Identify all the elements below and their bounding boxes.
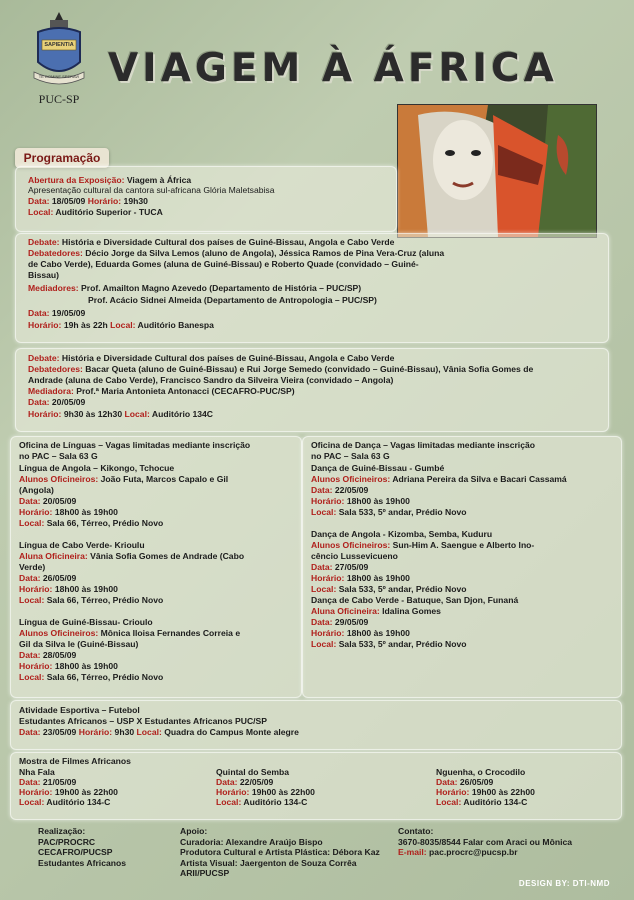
- debatedores-label: Debatedores:: [28, 364, 83, 374]
- danca-title-l1: Oficina de Dança – Vagas limitadas mediante inscrição: [311, 440, 536, 450]
- data-value: 29/05/09: [332, 617, 369, 627]
- oficineiros-value: Mônica Iloisa Fernandes Correia e: [98, 628, 241, 638]
- realizacao-item: CECAFRO/PUCSP: [38, 847, 113, 858]
- horario-value: 18h00 às 19h00: [344, 496, 410, 506]
- data-value: 22/05/09: [237, 777, 274, 787]
- horario-label: Horário:: [87, 196, 122, 206]
- page-title: VIAGEM À ÁFRICA: [108, 46, 558, 91]
- oficineiros-label: Alunos Oficineiros:: [311, 474, 391, 484]
- workshop-name: Língua de Angola – Kikongo, Tchocue: [19, 463, 175, 473]
- data-value: 23/05/09: [40, 727, 79, 737]
- data-label: Data:: [28, 397, 50, 407]
- horario-value: 19h às 22h: [61, 320, 111, 330]
- horario-label: Horário:: [19, 787, 53, 797]
- footer-contato: [398, 826, 618, 858]
- mediadora-label: Mediadora:: [28, 386, 74, 396]
- horario-value: 9h30: [112, 727, 137, 737]
- apoio-item: ARII/PUCSP: [180, 868, 230, 879]
- esporte-l1: Atividade Esportiva – Futebol: [19, 705, 140, 715]
- section-label-programacao: Programação: [15, 148, 109, 168]
- workshop-name: Dança de Cabo Verde - Batuque, San Djon, Funaná: [311, 595, 519, 605]
- local-label: Local:: [124, 409, 150, 419]
- oficineiros-label: Alunos Oficineiros:: [19, 628, 99, 638]
- data-label: Data:: [311, 485, 333, 495]
- debatedores-l2: de Cabo Verde), Eduarda Gomes (aluna de Guiné-Bissau) e Roberto Quade (convidado – Guiné-: [28, 259, 419, 269]
- data-label: Data:: [216, 777, 238, 787]
- painted-face-icon: [398, 105, 596, 237]
- contato-label: Contato:: [398, 826, 434, 836]
- film-name: Nguenha, o Crocodilo: [436, 767, 526, 777]
- debate1-box: [15, 233, 609, 343]
- horario-value: 18h00 às 19h00: [344, 573, 410, 583]
- apoio-item: Artista Visual: Jaergenton de Souza Corrêa: [180, 857, 357, 868]
- local-label: Local:: [136, 727, 162, 737]
- data-value: 20/05/09: [49, 397, 86, 407]
- oficineiros-label: Alunos Oficineiros:: [311, 540, 391, 550]
- local-label: Local:: [19, 595, 45, 605]
- filmes-box: [10, 752, 622, 820]
- local-value: Auditório 134-C: [461, 797, 528, 807]
- oficineiros-label: Aluna Oficineira:: [19, 551, 88, 561]
- horario-label: Horário:: [19, 584, 53, 594]
- local-label: Local:: [28, 207, 54, 217]
- local-label: Local:: [19, 672, 45, 682]
- local-value: Auditório 134-C: [44, 797, 111, 807]
- debate2-box: [15, 348, 609, 432]
- data-value: 27/05/09: [332, 562, 369, 572]
- apoio-item: Produtora Cultural e Artista Plástica: Débora Kaz: [180, 847, 380, 858]
- oficineiros-value-cont: Gil da Silva Ie (Guiné-Bissau): [19, 639, 139, 649]
- workshop-name: Língua de Cabo Verde- Krioulu: [19, 540, 145, 550]
- linguas-title-l2: no PAC – Sala 63 G: [19, 451, 98, 461]
- local-value: Quadra do Campus Monte alegre: [161, 727, 299, 737]
- abertura-box: [15, 166, 397, 232]
- email-value[interactable]: pac.procrc@pucsp.br: [426, 847, 518, 858]
- local-value: Auditório Banespa: [135, 320, 214, 330]
- realizacao-item: Estudantes Africanos: [38, 857, 127, 868]
- horario-value: 18h00 às 19h00: [344, 628, 410, 638]
- horario-label: Horário:: [311, 496, 345, 506]
- debatedores-l1: Décio Jorge da Silva Lemos (aluno de Angola), Jéssica Ramos de Pina Vera-Cruz (aluna: [82, 248, 445, 258]
- oficineiros-value: Vânia Sofia Gomes de Andrade (Cabo: [87, 551, 245, 561]
- horario-label: Horário:: [311, 573, 345, 583]
- local-value: Sala 533, 5º andar, Prédio Novo: [336, 639, 467, 649]
- data-label: Data:: [19, 777, 41, 787]
- contato-phone: 3670-8035/8544 Falar com Araci ou Mônica: [398, 836, 573, 847]
- oficineiros-value: Idalina Gomes: [379, 606, 441, 616]
- mediadores-l2: Prof. Acácio Sidnei Almeida (Departamento de Antropologia – PUC/SP): [88, 295, 377, 305]
- oficineiros-label: Alunos Oficineiros:: [19, 474, 99, 484]
- abertura-line2: Apresentação cultural da cantora sul-africana Glória Maletsabisa: [28, 185, 275, 195]
- horario-label: Horário:: [311, 628, 345, 638]
- mediadora-value: Prof.ª Maria Antonieta Antonacci (CECAFRO-PUC/SP): [73, 386, 295, 396]
- local-label: Local:: [110, 320, 136, 330]
- oficineiros-value: Sun-Him A. Saengue e Alberto Ino-: [390, 540, 535, 550]
- data-label: Data:: [19, 650, 41, 660]
- data-value: 22/05/09: [332, 485, 369, 495]
- horario-value: 18h00 às 19h00: [52, 661, 118, 671]
- oficina-linguas-box: [10, 436, 302, 698]
- data-label: Data:: [28, 308, 50, 318]
- local-label: Local:: [311, 584, 337, 594]
- mediadores-label: Mediadores:: [28, 283, 79, 293]
- debatedores-l3: Bissau): [28, 270, 60, 280]
- horario-value: 19h00 às 22h00: [249, 787, 315, 797]
- crest-word: SAPIENTIA: [44, 42, 74, 48]
- abertura-label: Abertura da Exposição:: [28, 175, 125, 185]
- local-label: Local:: [19, 797, 45, 807]
- oficineiros-value-cont: Verde): [19, 562, 46, 572]
- horario-label: Horário:: [216, 787, 250, 797]
- data-label: Data:: [28, 196, 50, 206]
- oficineiros-value: Adriana Pereira da Silva e Bacari Cassamá: [390, 474, 567, 484]
- debate-value: História e Diversidade Cultural dos países de Guiné-Bissau, Angola e Cabo Verde: [59, 237, 395, 247]
- workshop-name: Dança de Guiné-Bissau - Gumbé: [311, 463, 445, 473]
- horario-label: Horário:: [78, 727, 113, 737]
- film-name: Quintal do Semba: [216, 767, 290, 777]
- horario-label: Horário:: [19, 661, 53, 671]
- data-label: Data:: [311, 562, 333, 572]
- horario-value: 18h00 às 19h00: [52, 584, 118, 594]
- horario-label: Horário:: [28, 320, 62, 330]
- data-value: 26/05/09: [457, 777, 494, 787]
- oficineiros-label: Aluna Oficineira:: [311, 606, 380, 616]
- data-value: 18/05/09: [49, 196, 88, 206]
- abertura-value: Viagem à África: [124, 175, 192, 185]
- apoio-item: Curadoria: Alexandre Araújo Bispo: [180, 836, 323, 847]
- data-value: 19/05/09: [49, 308, 86, 318]
- oficineiros-value-cont: cêncio Lussevicueno: [311, 551, 398, 561]
- data-label: Data:: [436, 777, 458, 787]
- data-label: Data:: [311, 617, 333, 627]
- debatedores-l1: Bacar Queta (aluno de Guiné-Bissau) e Rui Jorge Semedo (convidado – Guiné-Bissau), Vânia Sofia Gomes de: [82, 364, 534, 374]
- data-label: Data:: [19, 496, 41, 506]
- filmes-title: Mostra de Filmes Africanos: [19, 756, 131, 766]
- mask-photo: [397, 104, 597, 238]
- debate-value: História e Diversidade Cultural dos países de Guiné-Bissau, Angola e Cabo Verde: [59, 353, 395, 363]
- horario-value: 18h00 às 19h00: [52, 507, 118, 517]
- oficina-danca-box: [302, 436, 622, 698]
- local-label: Local:: [216, 797, 242, 807]
- footer-realizacao: [38, 826, 178, 868]
- debatedores-l2: Andrade (aluna de Cabo Verde), Francisco Sandro da Silveira Vieira (convidado – Angola): [28, 375, 394, 385]
- local-value: Auditório 134C: [149, 409, 214, 419]
- data-label: Data:: [19, 573, 41, 583]
- footer-apoio: [180, 826, 390, 879]
- horario-label: Horário:: [436, 787, 470, 797]
- horario-value: 19h00 às 22h00: [469, 787, 535, 797]
- crest-motto: TE DOMINE SPERAVI: [38, 74, 80, 79]
- pucsp-logo: [30, 10, 88, 110]
- horario-label: Horário:: [19, 507, 53, 517]
- local-value: Sala 66, Térreo, Prédio Novo: [44, 672, 164, 682]
- local-label: Local:: [311, 639, 337, 649]
- horario-value: 19h30: [121, 196, 148, 206]
- logo-text: PUC-SP: [38, 92, 80, 106]
- email-label: E-mail:: [398, 847, 427, 858]
- local-value: Sala 66, Térreo, Prédio Novo: [44, 595, 164, 605]
- data-value: 26/05/09: [40, 573, 77, 583]
- local-label: Local:: [19, 518, 45, 528]
- local-value: Auditório Superior - TUCA: [53, 207, 163, 217]
- local-value: Sala 66, Térreo, Prédio Novo: [44, 518, 164, 528]
- horario-value: 9h30 às 12h30: [61, 409, 125, 419]
- horario-label: Horário:: [28, 409, 62, 419]
- workshop-name: Dança de Angola - Kizomba, Semba, Kuduru: [311, 529, 493, 539]
- design-credit: DESIGN BY: DTI-NMD: [518, 879, 610, 888]
- esporte-box: [10, 700, 622, 750]
- workshop-name: Língua de Guiné-Bissau- Crioulo: [19, 617, 153, 627]
- local-value: Sala 533, 5º andar, Prédio Novo: [336, 584, 467, 594]
- debate-label: Debate:: [28, 353, 60, 363]
- debate-label: Debate:: [28, 237, 60, 247]
- oficineiros-value: João Futa, Marcos Capalo e Gil: [98, 474, 229, 484]
- realizacao-item: PAC/PROCRC: [38, 836, 96, 847]
- local-label: Local:: [436, 797, 462, 807]
- danca-title-l2: no PAC – Sala 63 G: [311, 451, 390, 461]
- mediadores-l1: Prof. Amailton Magno Azevedo (Departamento de História – PUC/SP): [78, 283, 362, 293]
- realizacao-label: Realização:: [38, 826, 86, 836]
- film-name: Nha Fala: [19, 767, 55, 777]
- data-value: 21/05/09: [40, 777, 77, 787]
- apoio-label: Apoio:: [180, 826, 208, 836]
- local-label: Local:: [311, 507, 337, 517]
- data-label: Data:: [19, 727, 41, 737]
- data-value: 28/05/09: [40, 650, 77, 660]
- oficineiros-value-cont: (Angola): [19, 485, 54, 495]
- local-value: Auditório 134-C: [241, 797, 308, 807]
- local-value: Sala 533, 5º andar, Prédio Novo: [336, 507, 467, 517]
- data-value: 20/05/09: [40, 496, 77, 506]
- horario-value: 19h00 às 22h00: [52, 787, 118, 797]
- esporte-l2: Estudantes Africanos – USP X Estudantes Africanos PUC/SP: [19, 716, 268, 726]
- debatedores-label: Debatedores:: [28, 248, 83, 258]
- linguas-title-l1: Oficina de Línguas – Vagas limitadas mediante inscrição: [19, 440, 251, 450]
